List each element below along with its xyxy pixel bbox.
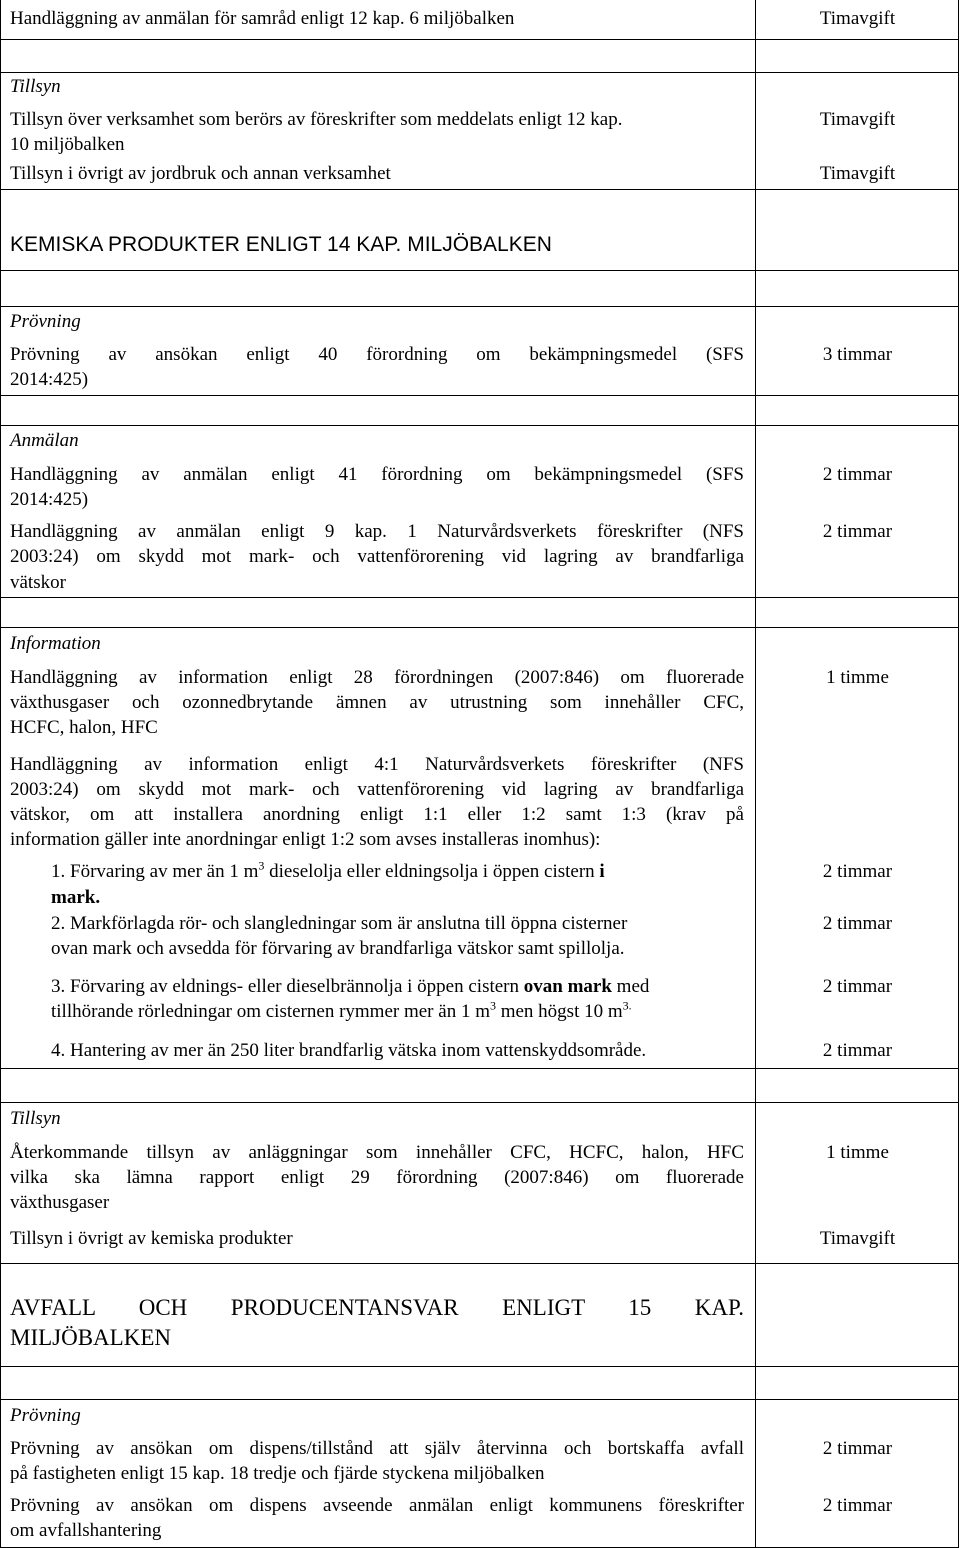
fee-value: 1 timme — [826, 1142, 889, 1163]
section-heading-tillsyn: Tillsyn — [10, 1108, 61, 1129]
row-divider — [0, 597, 959, 598]
row-divider — [0, 425, 959, 426]
row-text: Tillsyn i övrigt av kemiska produkter — [10, 1228, 293, 1249]
row-divider — [0, 627, 959, 628]
row-text: växthusgaser och ozonnedbrytande ämnen av utrustning som innehåller CFC, — [10, 692, 744, 713]
row-divider — [0, 72, 959, 73]
row-text: Handläggning av anmälan för samråd enligt 12 kap. 6 miljöbalken — [10, 8, 515, 29]
table-column-divider — [755, 0, 756, 1548]
row-text: 10 miljöbalken — [10, 134, 125, 155]
section-title-kemiska: KEMISKA PRODUKTER ENLIGT 14 KAP. MILJÖBALKEN — [10, 233, 552, 256]
section-title-avfall: AVFALL OCH PRODUCENTANSVAR ENLIGT 15 KAP. — [10, 1295, 744, 1320]
row-text: Handläggning av information enligt 28 förordningen (2007:846) om fluorerade — [10, 667, 744, 688]
row-text: Tillsyn över verksamhet som berörs av föreskrifter som meddelats enligt 12 kap. — [10, 109, 623, 130]
row-divider — [0, 39, 959, 40]
fee-value: 2 timmar — [822, 1040, 893, 1061]
row-divider — [0, 1263, 959, 1264]
row-text: Prövning av ansökan enligt 40 förordning om bekämpningsmedel (SFS — [10, 344, 744, 365]
row-text: 2003:24) om skydd mot mark- och vattenförorening vid lagring av brandfarliga — [10, 779, 744, 800]
section-heading-tillsyn: Tillsyn — [10, 76, 61, 97]
row-divider — [0, 270, 959, 271]
row-divider — [0, 306, 959, 307]
row-text: på fastigheten enligt 15 kap. 18 tredje och fjärde styckena miljöbalken — [10, 1463, 545, 1484]
row-text: Handläggning av anmälan enligt 41 förordning om bekämpningsmedel (SFS — [10, 464, 744, 485]
table-border-right — [958, 0, 959, 1548]
section-heading-provning: Prövning — [10, 1405, 81, 1426]
row-divider — [0, 1068, 959, 1069]
fee-value: Timavgift — [819, 1228, 896, 1249]
row-text: vätskor, om att installera anordning enligt 1:1 eller 1:2 samt 1:3 (krav på — [10, 804, 744, 825]
row-text: 2014:425) — [10, 489, 89, 510]
row-text: vätskor — [10, 572, 66, 593]
row-text: Handläggning av information enligt 4:1 Naturvårdsverkets föreskrifter (NFS — [10, 754, 744, 775]
list-item: mark. — [51, 887, 101, 908]
row-text: HCFC, halon, HFC — [10, 717, 158, 738]
row-text: växthusgaser — [10, 1192, 110, 1213]
row-divider — [0, 395, 959, 396]
section-heading-anmalan: Anmälan — [10, 430, 79, 451]
row-text: Återkommande tillsyn av anläggningar som innehåller CFC, HCFC, halon, HFC — [10, 1142, 744, 1163]
row-divider — [0, 189, 959, 190]
row-text: vilka ska lämna rapport enligt 29 förordning (2007:846) om fluorerade — [10, 1167, 744, 1188]
list-item: 4. Hantering av mer än 250 liter brandfarlig vätska inom vattenskyddsområde. — [51, 1040, 647, 1061]
fee-value: 2 timmar — [822, 976, 893, 997]
fee-value: 2 timmar — [822, 1495, 893, 1516]
row-text: om avfallshantering — [10, 1520, 162, 1541]
row-text: 2003:24) om skydd mot mark- och vattenförorening vid lagring av brandfarliga — [10, 546, 744, 567]
section-heading-information: Information — [10, 633, 101, 654]
fee-value: 3 timmar — [822, 344, 893, 365]
fee-value: Timavgift — [819, 8, 896, 29]
fee-value: Timavgift — [819, 163, 896, 184]
section-title-avfall-cont: MILJÖBALKEN — [10, 1325, 171, 1350]
list-item: 1. Förvaring av mer än 1 $m^3$ dieselolja eller eldningsolja i öppen cistern i — [51, 858, 605, 882]
fee-value: 2 timmar — [822, 913, 893, 934]
fee-value: 1 timme — [826, 667, 889, 688]
row-divider — [0, 1399, 959, 1400]
row-divider — [0, 1102, 959, 1103]
row-divider — [0, 1366, 959, 1367]
row-text: 2014:425) — [10, 369, 89, 390]
list-item: ovan mark och avsedda för förvaring av brandfarliga vätskor samt spillolja. — [51, 938, 625, 959]
row-text: Handläggning av anmälan enligt 9 kap. 1 Naturvårdsverkets föreskrifter (NFS — [10, 521, 744, 542]
list-item: 3. Förvaring av eldnings- eller dieselbrännolja i öppen cistern ovan mark med — [51, 976, 650, 997]
fee-value: 2 timmar — [822, 861, 893, 882]
fee-value: 2 timmar — [822, 464, 893, 485]
row-text: information gäller inte anordningar enligt 1:2 som avses installeras inomhus): — [10, 829, 601, 850]
row-text: Prövning av ansökan om dispens/tillstånd att själv återvinna och bortskaffa avfall — [10, 1438, 744, 1459]
section-heading-provning: Prövning — [10, 311, 81, 332]
fee-value: 2 timmar — [822, 1438, 893, 1459]
list-item: tillhörande rörledningar om cisternen rymmer mer än 1 $m^3$ men högst 10 $m^{3.}$ — [51, 998, 632, 1022]
table-border-left — [0, 0, 1, 1548]
row-text: Tillsyn i övrigt av jordbruk och annan verksamhet — [10, 163, 391, 184]
fee-value: Timavgift — [819, 109, 896, 130]
fee-value: 2 timmar — [822, 521, 893, 542]
row-text: Prövning av ansökan om dispens avseende anmälan enligt kommunens föreskrifter — [10, 1495, 744, 1516]
list-item: 2. Markförlagda rör- och slangledningar som är anslutna till öppna cisterner — [51, 913, 628, 934]
